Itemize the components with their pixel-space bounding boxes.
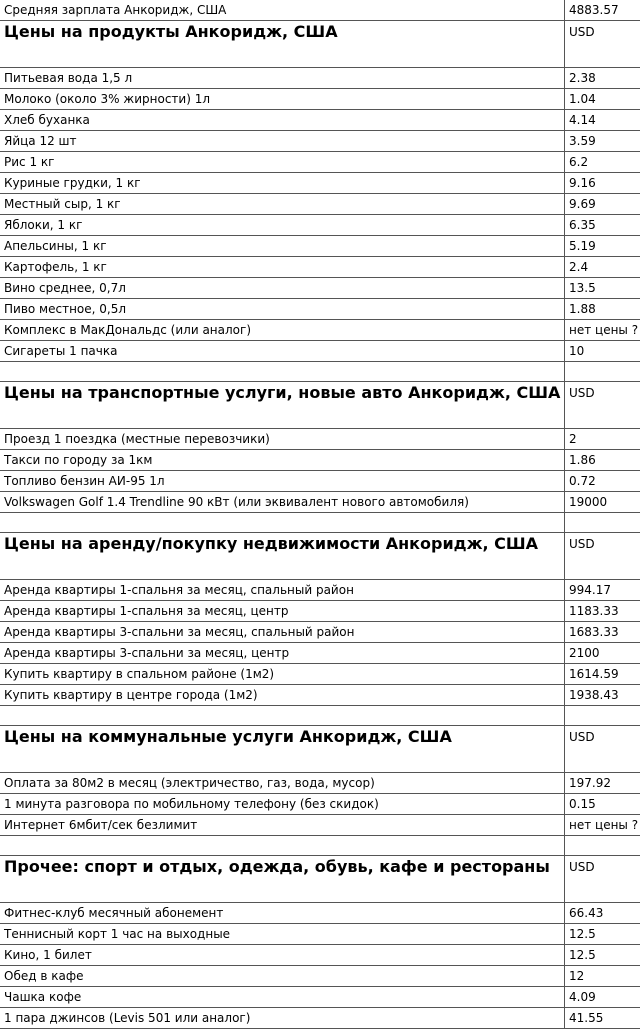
table-row	[0, 131, 640, 152]
section-header-row	[0, 856, 640, 903]
item-label: Картофель, 1 кг	[0, 257, 565, 278]
item-price: 2	[565, 429, 640, 450]
spacer-cell	[565, 513, 640, 533]
table-row	[0, 194, 640, 215]
table-row	[0, 492, 640, 513]
item-price: 3.59	[565, 131, 640, 152]
spacer-cell	[0, 513, 565, 533]
table-row	[0, 278, 640, 299]
section-header-row	[0, 21, 640, 68]
table-row	[0, 110, 640, 131]
item-label: Местный сыр, 1 кг	[0, 194, 565, 215]
item-price: 9.16	[565, 173, 640, 194]
item-price: 2.38	[565, 68, 640, 89]
item-label: Пиво местное, 0,5л	[0, 299, 565, 320]
section-title: Цены на транспортные услуги, новые авто Анкоридж, США	[0, 382, 565, 429]
table-row	[0, 299, 640, 320]
item-price: 19000	[565, 492, 640, 513]
item-label: Топливо бензин АИ-95 1л	[0, 471, 565, 492]
section-currency: USD	[565, 21, 640, 68]
item-price: 4.09	[565, 987, 640, 1008]
table-row	[0, 601, 640, 622]
item-label: Аренда квартиры 1-спальня за месяц, центр	[0, 601, 565, 622]
item-label: Купить квартиру в спальном районе (1м2)	[0, 664, 565, 685]
table-row	[0, 966, 640, 987]
item-label: Аренда квартиры 3-спальни за месяц, спальный район	[0, 622, 565, 643]
item-label: 1 пара джинсов (Levis 501 или аналог)	[0, 1008, 565, 1029]
table-row	[0, 643, 640, 664]
table-row	[0, 257, 640, 278]
salary-row	[0, 0, 640, 21]
item-label: Volkswagen Golf 1.4 Trendline 90 кВт (или эквивалент нового автомобиля)	[0, 492, 565, 513]
section-title: Цены на коммунальные услуги Анкоридж, США	[0, 726, 565, 773]
item-price: 12.5	[565, 945, 640, 966]
item-label: Чашка кофе	[0, 987, 565, 1008]
item-price: 1183.33	[565, 601, 640, 622]
item-price: 197.92	[565, 773, 640, 794]
item-price: 1.86	[565, 450, 640, 471]
table-row	[0, 622, 640, 643]
table-row	[0, 903, 640, 924]
item-price: 0.15	[565, 794, 640, 815]
item-label: Кино, 1 билет	[0, 945, 565, 966]
item-label: Яйца 12 шт	[0, 131, 565, 152]
section-currency: USD	[565, 856, 640, 903]
section-title: Прочее: спорт и отдых, одежда, обувь, кафе и рестораны	[0, 856, 565, 903]
spacer-cell	[565, 362, 640, 382]
item-label: Аренда квартиры 3-спальни за месяц, центр	[0, 643, 565, 664]
item-label: Апельсины, 1 кг	[0, 236, 565, 257]
item-label: Аренда квартиры 1-спальня за месяц, спальный район	[0, 580, 565, 601]
item-price: 994.17	[565, 580, 640, 601]
item-label: Куриные грудки, 1 кг	[0, 173, 565, 194]
table-row	[0, 471, 640, 492]
table-row	[0, 987, 640, 1008]
item-price: 13.5	[565, 278, 640, 299]
section-spacer-row	[0, 706, 640, 726]
spacer-cell	[0, 836, 565, 856]
section-currency: USD	[565, 533, 640, 580]
table-row	[0, 173, 640, 194]
section-spacer-row	[0, 513, 640, 533]
item-price: 2.4	[565, 257, 640, 278]
item-label: Сигареты 1 пачка	[0, 341, 565, 362]
salary-label: Средняя зарплата Анкоридж, США	[0, 0, 565, 21]
item-price: 6.2	[565, 152, 640, 173]
item-label: 1 минута разговора по мобильному телефону (без скидок)	[0, 794, 565, 815]
table-row	[0, 89, 640, 110]
item-price: 12.5	[565, 924, 640, 945]
item-label: Комплекс в МакДональдс (или аналог)	[0, 320, 565, 341]
item-price: 9.69	[565, 194, 640, 215]
section-currency: USD	[565, 726, 640, 773]
section-spacer-row	[0, 836, 640, 856]
item-price: 1614.59	[565, 664, 640, 685]
item-label: Теннисный корт 1 час на выходные	[0, 924, 565, 945]
item-price: 4.14	[565, 110, 640, 131]
table-row	[0, 773, 640, 794]
table-row	[0, 68, 640, 89]
table-row	[0, 450, 640, 471]
item-label: Оплата за 80м2 в месяц (электричество, газ, вода, мусор)	[0, 773, 565, 794]
item-price: 41.55	[565, 1008, 640, 1029]
table-row	[0, 580, 640, 601]
item-label: Купить квартиру в центре города (1м2)	[0, 685, 565, 706]
spacer-cell	[0, 706, 565, 726]
item-price: 6.35	[565, 215, 640, 236]
table-row	[0, 152, 640, 173]
item-price: 10	[565, 341, 640, 362]
spacer-cell	[565, 836, 640, 856]
table-row	[0, 794, 640, 815]
table-row	[0, 320, 640, 341]
item-label: Яблоки, 1 кг	[0, 215, 565, 236]
item-label: Обед в кафе	[0, 966, 565, 987]
spacer-cell	[565, 706, 640, 726]
section-title: Цены на продукты Анкоридж, США	[0, 21, 565, 68]
table-row	[0, 341, 640, 362]
section-header-row	[0, 382, 640, 429]
item-price: нет цены ?	[565, 320, 640, 341]
item-label: Хлеб буханка	[0, 110, 565, 131]
item-label: Рис 1 кг	[0, 152, 565, 173]
item-price: 5.19	[565, 236, 640, 257]
section-currency: USD	[565, 382, 640, 429]
table-row	[0, 664, 640, 685]
item-label: Интернет 6мбит/сек безлимит	[0, 815, 565, 836]
salary-value: 4883.57	[565, 0, 640, 21]
table-row	[0, 685, 640, 706]
item-label: Молоко (около 3% жирности) 1л	[0, 89, 565, 110]
table-row	[0, 215, 640, 236]
item-label: Проезд 1 поездка (местные перевозчики)	[0, 429, 565, 450]
item-price: 1683.33	[565, 622, 640, 643]
section-spacer-row	[0, 362, 640, 382]
item-label: Фитнес-клуб месячный абонемент	[0, 903, 565, 924]
table-row	[0, 236, 640, 257]
table-row	[0, 924, 640, 945]
item-price: 12	[565, 966, 640, 987]
table-row	[0, 815, 640, 836]
section-title: Цены на аренду/покупку недвижимости Анкоридж, США	[0, 533, 565, 580]
table-row	[0, 945, 640, 966]
table-row	[0, 1008, 640, 1029]
item-price: нет цены ?	[565, 815, 640, 836]
item-price: 1.04	[565, 89, 640, 110]
section-header-row	[0, 533, 640, 580]
table-row	[0, 429, 640, 450]
item-price: 1.88	[565, 299, 640, 320]
item-price: 2100	[565, 643, 640, 664]
section-header-row	[0, 726, 640, 773]
item-label: Питьевая вода 1,5 л	[0, 68, 565, 89]
item-price: 66.43	[565, 903, 640, 924]
item-label: Такси по городу за 1км	[0, 450, 565, 471]
item-label: Вино среднее, 0,7л	[0, 278, 565, 299]
spacer-cell	[0, 362, 565, 382]
item-price: 1938.43	[565, 685, 640, 706]
item-price: 0.72	[565, 471, 640, 492]
